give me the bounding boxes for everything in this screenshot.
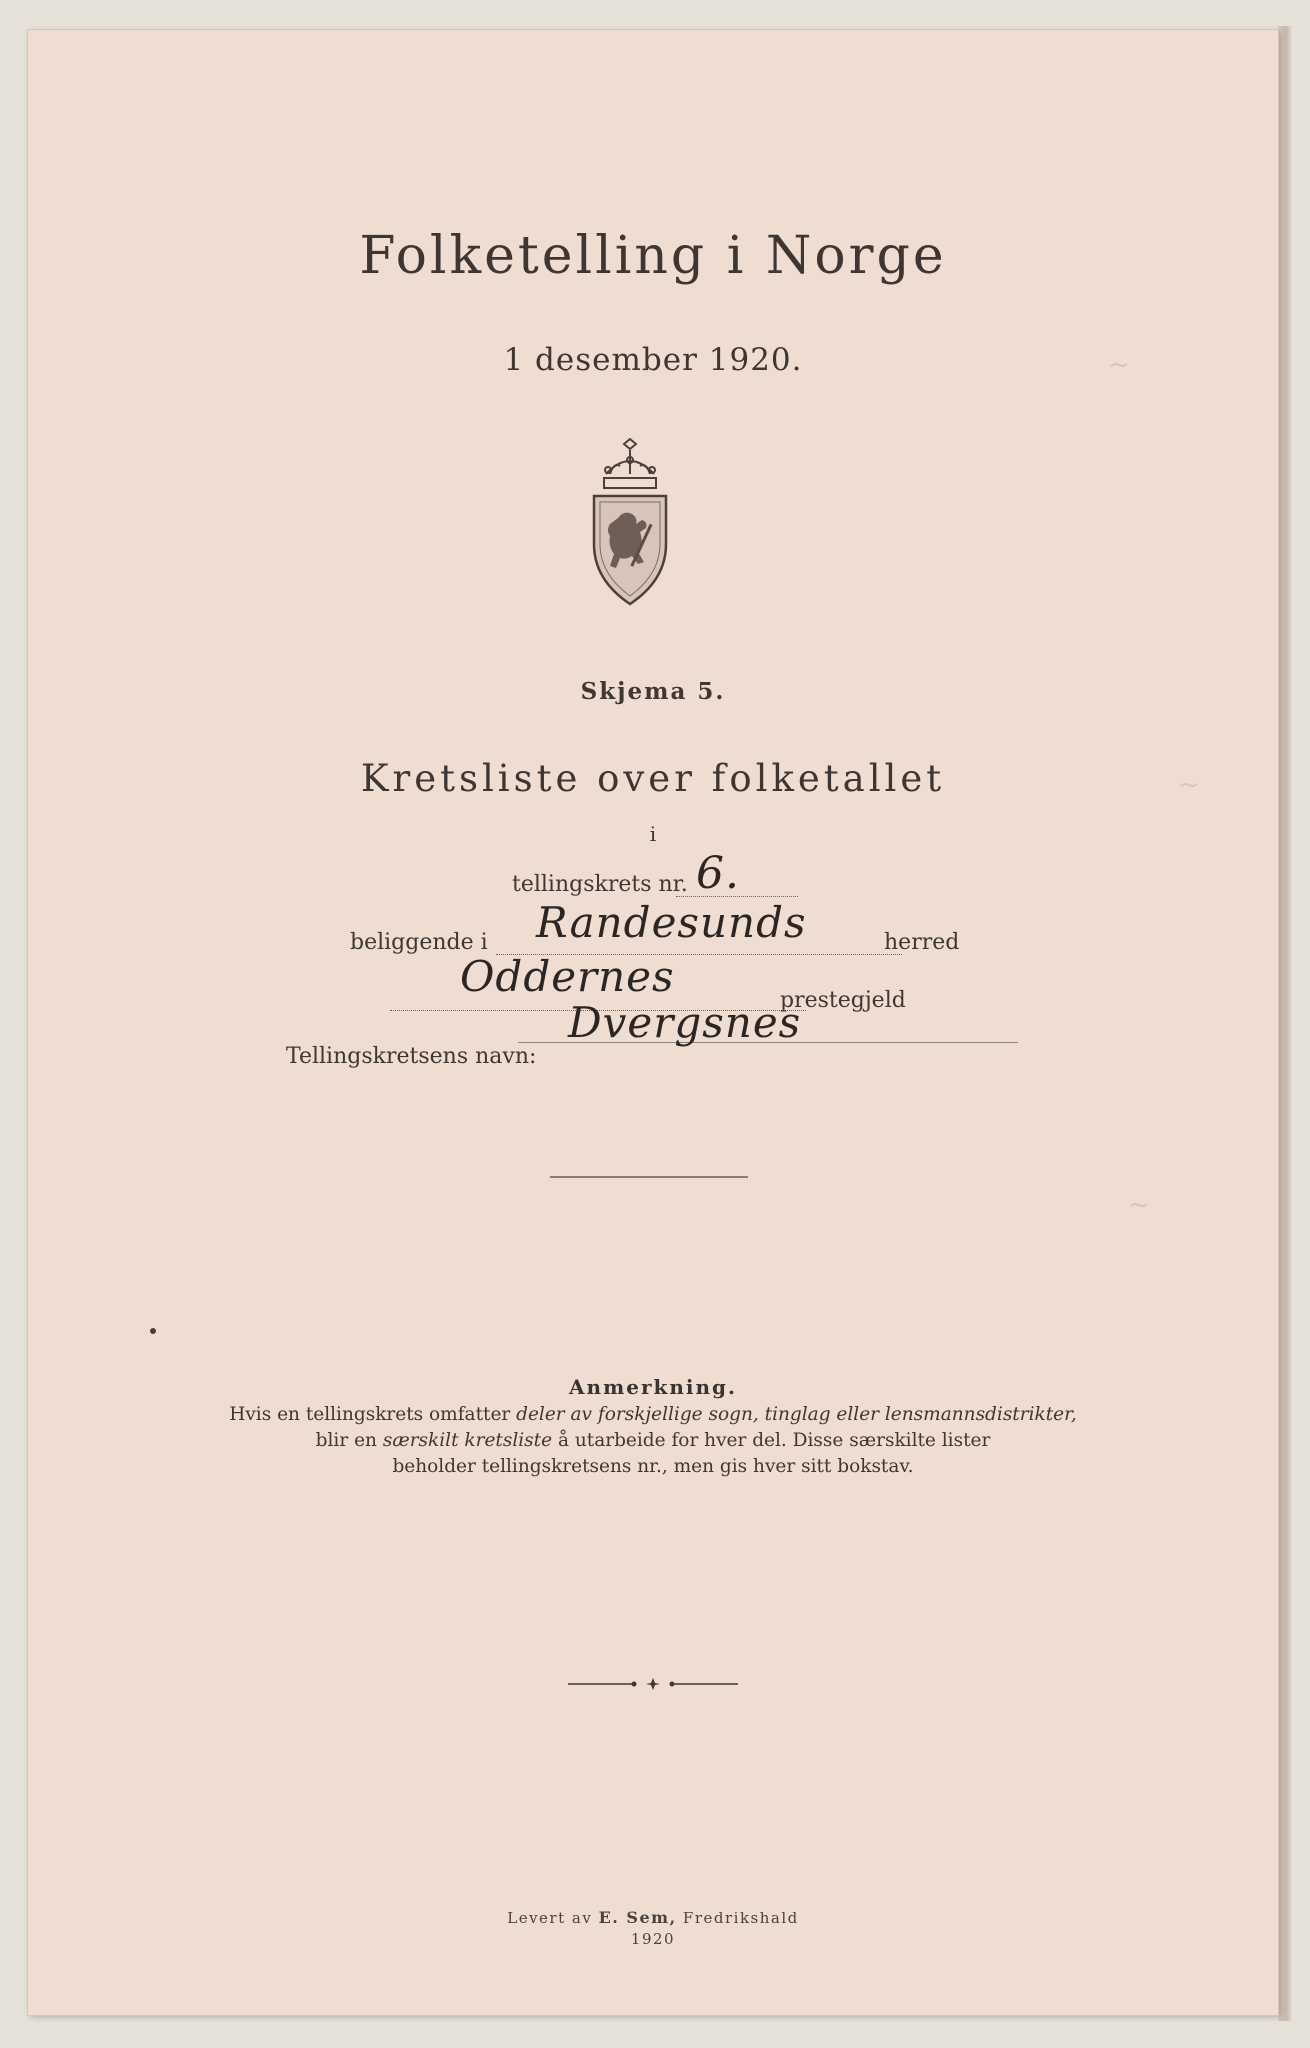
bleed-through-mark: ~ xyxy=(1178,770,1200,800)
form-heading: Kretsliste over folketallet xyxy=(360,757,946,800)
tellingskrets-value: 6. xyxy=(696,848,740,899)
norwegian-coat-of-arms-icon xyxy=(588,438,672,608)
schema-number: Skjema 5. xyxy=(580,678,726,705)
tellingskrets-label: tellingskrets nr. xyxy=(512,872,688,897)
printer-name: E. Sem, xyxy=(598,1908,677,1927)
printer-credit-post: Fredrikshald xyxy=(676,1909,799,1927)
remark-line-1-text: Hvis en tellingskrets omfatter xyxy=(229,1404,517,1425)
page-edge xyxy=(1278,26,1292,2021)
remark-line-2-text-a: blir en xyxy=(315,1430,383,1451)
printer-credit xyxy=(28,1908,1278,1927)
printer-credit-pre: Levert av xyxy=(507,1909,599,1927)
remark-line-2 xyxy=(28,1430,1278,1451)
prestegjeld-value: Oddernes xyxy=(460,952,675,1001)
prestegjeld-label: prestegjeld xyxy=(780,988,906,1013)
navn-value: Dvergsnes xyxy=(568,998,802,1047)
census-form-page xyxy=(28,30,1278,2015)
remark-title: Anmerkning. xyxy=(569,1375,737,1399)
remark-line-2-text-c: å utarbeide for hver del. Disse særskilte lister xyxy=(552,1430,991,1451)
form-heading-preposition: i xyxy=(649,822,657,846)
beliggende-value: Randesunds xyxy=(536,898,807,947)
printer-year: 1920 xyxy=(630,1930,676,1948)
navn-label: Tellingskretsens navn: xyxy=(286,1044,537,1069)
herred-label: herred xyxy=(884,930,960,955)
document-title: Folketelling i Norge xyxy=(359,226,947,286)
bleed-through-mark: ~ xyxy=(1128,1190,1150,1220)
bleed-through-mark: ~ xyxy=(1108,350,1130,380)
remark-line-1-italic: deler av forskjellige sogn, tinglag eller lensmannsdistrikter, xyxy=(516,1404,1077,1425)
beliggende-label: beliggende i xyxy=(350,930,488,955)
ornament-divider-icon xyxy=(568,1676,738,1692)
remark-line-2-italic: særskilt kretsliste xyxy=(382,1430,553,1451)
separator-rule xyxy=(550,1176,748,1178)
ink-speck xyxy=(150,1328,156,1334)
remark-line-1 xyxy=(28,1404,1278,1425)
remark-line-3: beholder tellingskretsens nr., men gis hver sitt bokstav. xyxy=(392,1456,914,1477)
document-date: 1 desember 1920. xyxy=(503,342,803,378)
